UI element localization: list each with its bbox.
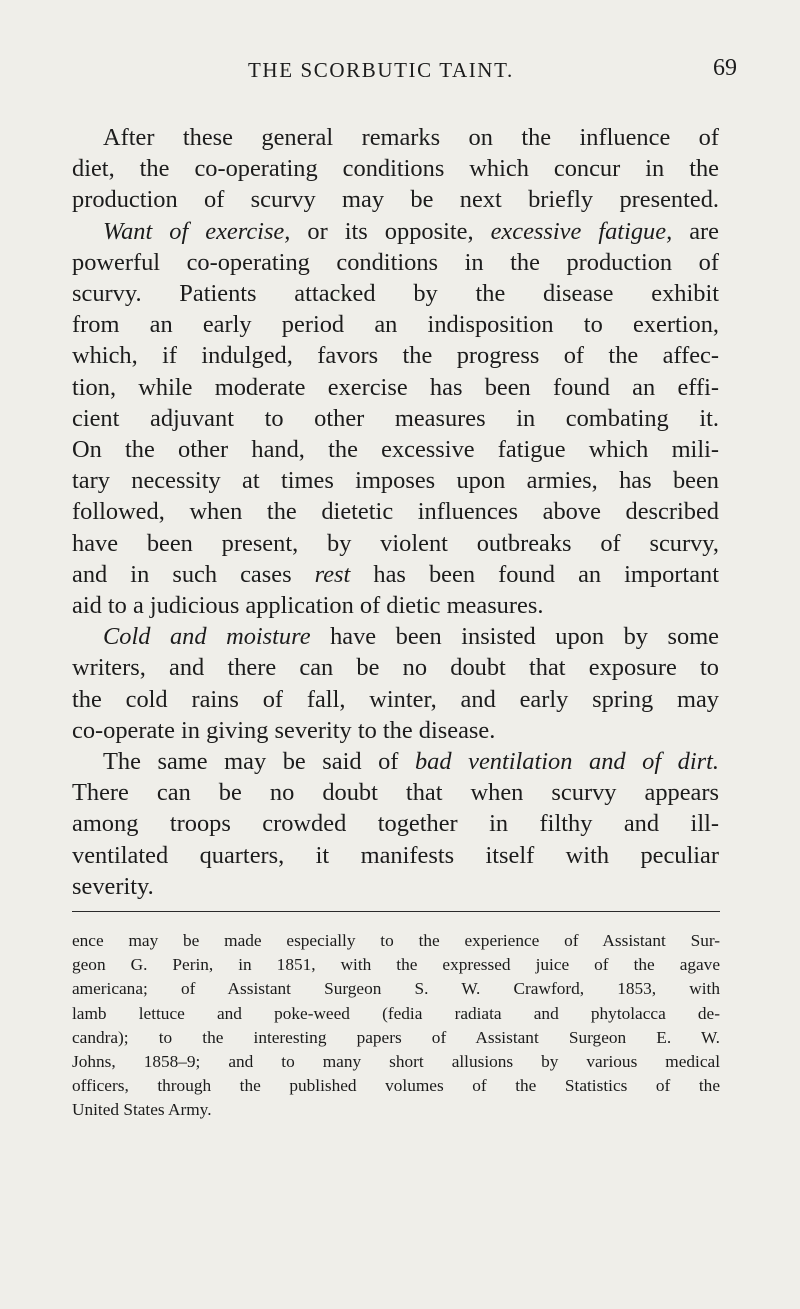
text-line: the cold rains of fall, winter, and early spring may <box>72 685 719 713</box>
text-line: ventilated quarters, it manifests itself with peculiar <box>72 841 719 869</box>
text-line: writers, and there can be no doubt that exposure to <box>72 654 719 682</box>
text-line: have been present, by violent outbreaks of scurvy, <box>72 529 719 557</box>
text-line: which, if indulged, favors the progress of the affec- <box>72 342 719 370</box>
footnote-line: americana; of Assistant Surgeon S. W. Crawford, 1853, with <box>72 979 720 999</box>
page-number: 69 <box>713 55 737 81</box>
text-line: powerful co-operating conditions in the production of <box>72 248 719 276</box>
running-head: THE SCORBUTIC TAINT. <box>248 58 514 82</box>
text-line: After these general remarks on the influence of <box>103 124 719 151</box>
italic-phrase: excessive fatigue, <box>490 217 673 245</box>
text-line: and in such cases rest has been found an important <box>72 560 719 588</box>
footnote-divider <box>72 911 720 912</box>
text-line: cient adjuvant to other measures in combating it. <box>72 404 719 432</box>
italic-phrase: rest <box>314 560 351 588</box>
footnote-line: United States Army. <box>72 1100 212 1120</box>
text-line: Want of exercise, or its opposite, excessive fatigue, are <box>103 217 719 245</box>
text-line: among troops crowded together in filthy and ill- <box>72 810 719 838</box>
text-line: tion, while moderate exercise has been found an effi- <box>72 373 719 401</box>
text-line: On the other hand, the excessive fatigue which mili- <box>72 436 719 464</box>
footnote-line: geon G. Perin, in 1851, with the expressed juice of the agave <box>72 955 720 975</box>
text-line: scurvy. Patients attacked by the disease exhibit <box>72 280 719 308</box>
footnote-line: candra); to the interesting papers of Assistant Surgeon E. W. <box>72 1027 720 1047</box>
text-line: diet, the co-operating conditions which concur in the <box>72 155 719 183</box>
text-line: There can be no doubt that when scurvy appears <box>72 779 719 807</box>
text-line: co-operate in giving severity to the disease. <box>72 716 496 744</box>
text-line: followed, when the dietetic influences above described <box>72 498 719 526</box>
footnote-line: lamb lettuce and poke-weed (fedia radiata and phytolacca de- <box>72 1003 720 1023</box>
text-line: aid to a judicious application of dietic measures. <box>72 592 544 620</box>
italic-phrase: Cold and moisture <box>103 623 311 651</box>
footnote-line: ence may be made especially to the experience of Assistant Sur- <box>72 931 720 950</box>
text-line: severity. <box>72 872 154 900</box>
main-text <box>72 122 719 902</box>
italic-phrase: Want of exercise, <box>103 217 291 245</box>
footnote <box>72 929 720 1123</box>
footnote-line: Johns, 1858–9; and to many short allusions by various medical <box>72 1052 720 1072</box>
text-line: Cold and moisture have been insisted upon by some <box>103 623 719 651</box>
footnote-line: officers, through the published volumes of the Statistics of the <box>72 1076 720 1096</box>
text-line: production of scurvy may be next briefly presented. <box>72 186 719 214</box>
italic-phrase: bad ventilation and of dirt. <box>414 748 719 776</box>
text-line: tary necessity at times imposes upon armies, has been <box>72 467 719 495</box>
text-line: from an early period an indisposition to exertion, <box>72 311 719 339</box>
text-line: The same may be said of bad ventilation and of dirt. <box>103 748 719 776</box>
